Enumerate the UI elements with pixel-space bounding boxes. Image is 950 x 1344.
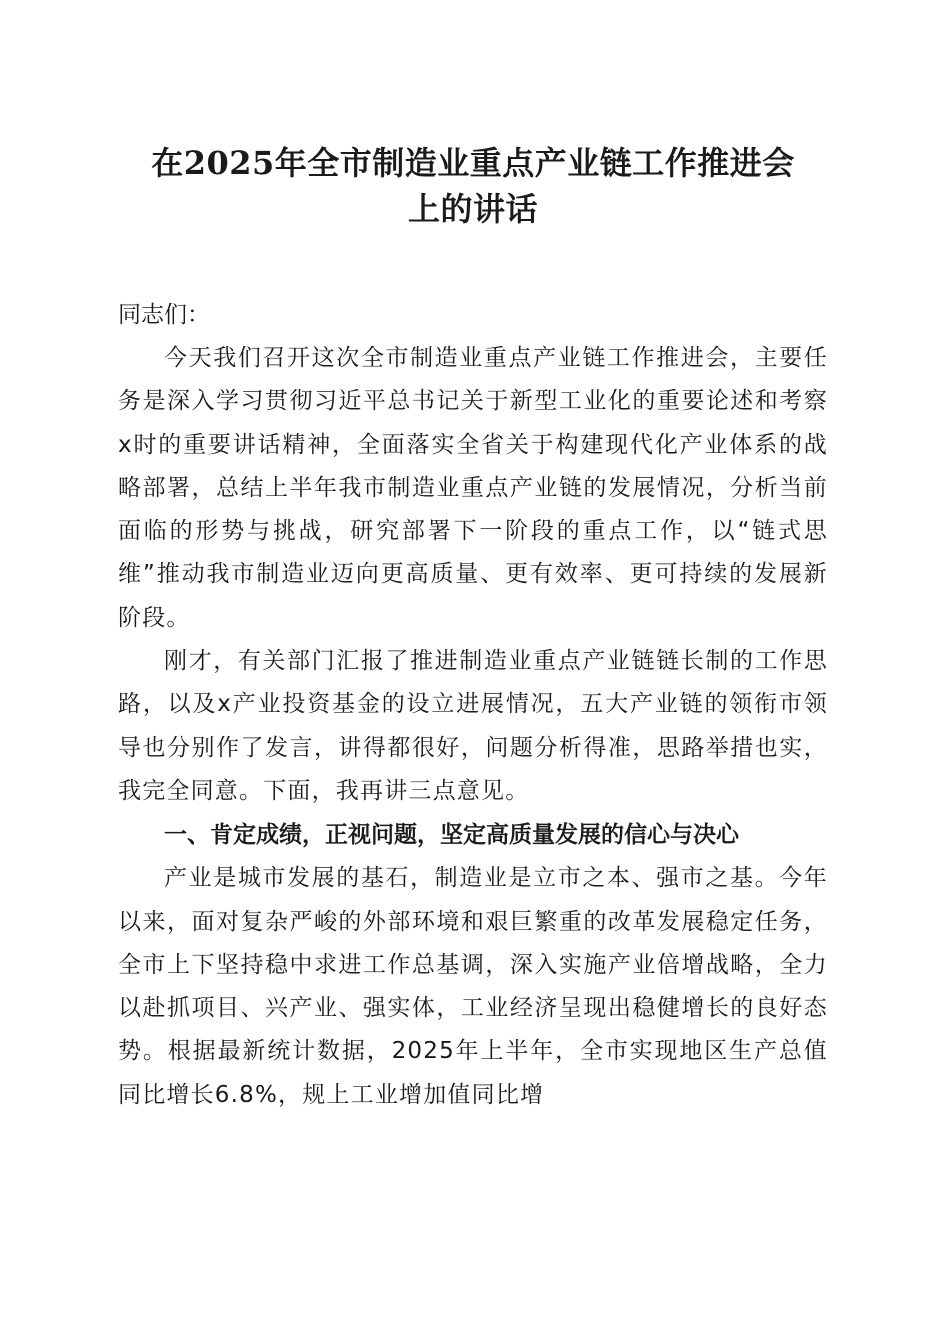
paragraph-2: 刚才，有关部门汇报了推进制造业重点产业链链长制的工作思路，以及x产业投资基金的设立进展情况，五大产业链的领衔市领导也分别作了发言，讲得都很好，问题分析得准，思路举措也实，我完全同意。下面，我再讲三点意见。 bbox=[118, 648, 828, 804]
title-line-2: 上的讲话 bbox=[407, 190, 538, 228]
document-page bbox=[118, 140, 828, 1117]
section-heading-1: 一、肯定成绩，正视问题，坚定高质量发展的信心与决心 bbox=[164, 822, 739, 849]
paragraph-3: 产业是城市发展的基石，制造业是立市之本、强市之基。今年以来，面对复杂严峻的外部环境和艰巨繁重的改革发展稳定任务，全市上下坚持稳中求进工作总基调，深入实施产业倍增战略，全力以赴抓项目、兴产业、强实体，工业经济呈现出稳健增长的良好态势。根据最新统计数据，2025年上半年，全市实现地区生产总值同比增长6.8%，规上工业增加值同比增 bbox=[118, 865, 828, 1108]
document-title bbox=[118, 140, 828, 232]
paragraph-1: 今天我们召开这次全市制造业重点产业链工作推进会，主要任务是深入学习贯彻习近平总书记关于新型工业化的重要论述和考察x时的重要讲话精神，全面落实全省关于构建现代化产业体系的战略部署，总结上半年我市制造业重点产业链的发展情况，分析当前面临的形势与挑战，研究部署下一阶段的重点工作，以“链式思维”推动我市制造业迈向更高质量、更有效率、更可持续的发展新阶段。 bbox=[118, 345, 828, 631]
salutation: 同志们： bbox=[118, 302, 210, 328]
title-line-1: 在2025年全市制造业重点产业链工作推进会 bbox=[151, 144, 795, 182]
